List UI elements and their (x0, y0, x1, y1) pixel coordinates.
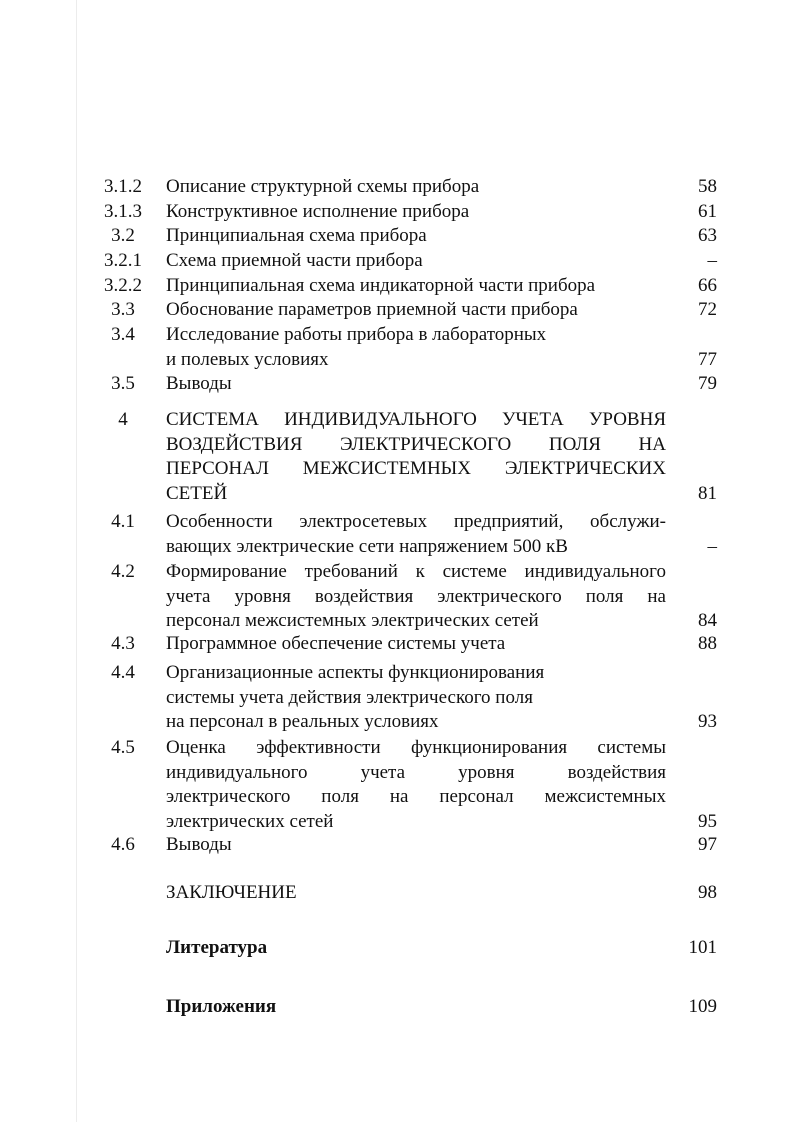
toc-entry-title: Принципиальная схема прибора (166, 225, 427, 246)
toc-entry-title: Схема приемной части прибора (166, 250, 423, 271)
toc-entry-page: 93 (698, 711, 717, 732)
toc-entry-title: Конструктивное исполнение прибора (166, 201, 470, 222)
toc-entry-page: 79 (698, 373, 717, 394)
toc-entry-page: 98 (698, 882, 717, 903)
toc-entry-page: 77 (698, 348, 717, 370)
toc-entry-page: – (707, 250, 717, 271)
toc-entry-page: 66 (698, 275, 717, 296)
toc-entry-page: 61 (698, 201, 717, 222)
toc-entry-title: Программное обеспечение системы учета (166, 633, 506, 654)
toc-entry-page: 109 (688, 996, 717, 1017)
toc-entry-number: 3.3 (111, 299, 135, 320)
toc-entry-page: 95 (698, 810, 717, 832)
toc-entry-number: 4.6 (111, 834, 135, 855)
toc-entry-title: Описание структурной схемы прибора (166, 176, 480, 197)
toc-entry-number: 4.1 (111, 511, 135, 532)
toc-entry-number: 3.2 (111, 225, 135, 246)
toc-entry-title: Особенности электросетевых предприятий, обслужи- вающих электрические сети напряжением 500 кВ (166, 511, 666, 557)
toc-entry-title: Литература (166, 937, 268, 958)
toc-entry-number: 4.2 (111, 561, 135, 582)
toc-entry-title: Организационные аспекты функционирования системы учета действия электрического поля на персонал в реальных условиях (166, 662, 545, 732)
toc-entry-page: 81 (698, 482, 717, 504)
toc-entry-page: 63 (698, 225, 717, 246)
toc-entry-page: 88 (698, 633, 717, 654)
toc-entry-page: 58 (698, 176, 717, 197)
toc-entry-title: Исследование работы прибора в лабораторных и полевых условиях (166, 324, 547, 370)
toc-entry-page: 72 (698, 299, 717, 320)
toc-entry-title: Обоснование параметров приемной части прибора (166, 299, 578, 320)
toc-entry-title: Оценка эффективности функционирования системы индивидуального учета уровня воздействия электрического поля на персонал межсистемных электрических сетей (166, 737, 666, 832)
toc-entry-number: 3.2.2 (104, 275, 142, 296)
toc-entry-number: 3.4 (111, 324, 135, 345)
toc-entry-number: 3.1.3 (104, 201, 142, 222)
toc-entry-page: – (707, 535, 717, 557)
toc-entry-number: 4 (118, 409, 128, 430)
toc-entry-number: 3.1.2 (104, 176, 142, 197)
toc-entry-page: 84 (698, 610, 717, 631)
toc-entry-number: 4.3 (111, 633, 135, 654)
toc-entry-page: 101 (688, 937, 717, 958)
toc-entry-title: Формирование требований к системе индивидуального учета уровня воздействия электрического поля на персонал межсистемных электрических сетей (166, 561, 666, 631)
toc-entry-number: 4.4 (111, 662, 135, 683)
toc-entry-number: 3.5 (111, 373, 135, 394)
toc-entry-title: Выводы (166, 373, 232, 394)
toc-entry-title: Принципиальная схема индикаторной части прибора (166, 275, 596, 296)
toc-entry-title: ЗАКЛЮЧЕНИЕ (166, 882, 297, 903)
toc-entry-page: 97 (698, 834, 717, 855)
toc-entry-title: СИСТЕМА ИНДИВИДУАЛЬНОГО УЧЕТА УРОВНЯ ВОЗДЕЙСТВИЯ ЭЛЕКТРИЧЕСКОГО ПОЛЯ НА ПЕРСОНАЛ МЕЖСИСТЕМНЫХ ЭЛЕКТРИЧЕСКИХ СЕТЕЙ (166, 409, 666, 504)
toc-entry-title: Выводы (166, 834, 232, 855)
toc-entry-number: 4.5 (111, 737, 135, 758)
toc-entry-title: Приложения (166, 996, 277, 1017)
toc-entry-number: 3.2.1 (104, 250, 142, 271)
